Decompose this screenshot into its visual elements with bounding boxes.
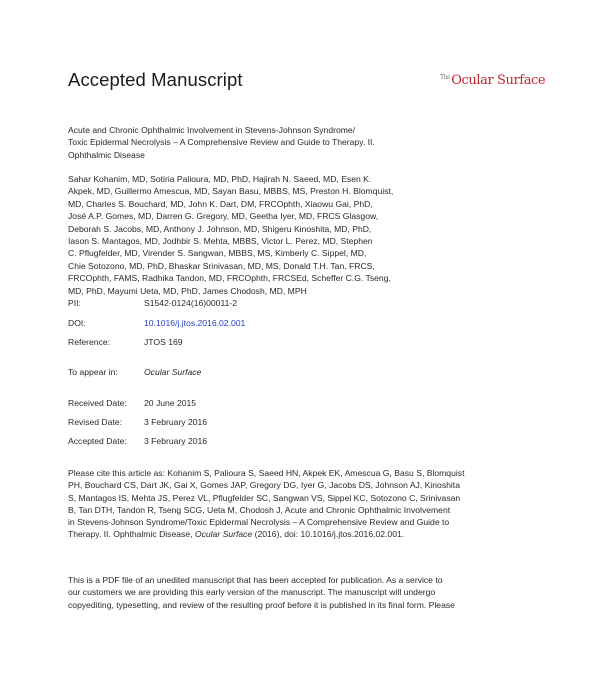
citation-last-end: (2016), doi: 10.1016/j.jtos.2016.02.001. (252, 529, 405, 540)
journal-logo-prefix: The (440, 74, 451, 81)
title-line: Acute and Chronic Ophthalmic Involvement in Stevens-Johnson Syndrome/ (68, 125, 356, 135)
revised-value: 3 February 2016 (144, 417, 208, 427)
received-value: 20 June 2015 (144, 398, 197, 408)
citation-last-start: Therapy. II. Ophthalmic Disease, (68, 529, 195, 540)
citation-block (68, 467, 523, 541)
citation-line: Please cite this article as: Kohanim S, Palioura S, Saeed HN, Akpek EK, Amescua G, Basu S, Blomquist (68, 468, 465, 478)
accepted-label: Accepted Date: (68, 436, 127, 446)
author-line: Akpek, MD, Guillermo Amescua, MD, Sayan Basu, MBBS, MS, Preston H. Blomquist, (68, 186, 394, 197)
appear-label: To appear in: (68, 367, 118, 377)
doi-label: DOI: (68, 318, 86, 328)
citation-line-last (68, 528, 523, 540)
title-line: Toxic Epidermal Necrolysis – A Comprehensive Review and Guide to Therapy. II. (68, 137, 375, 148)
reference-value: JTOS 169 (144, 337, 183, 347)
journal-logo-text: Ocular Surface (451, 73, 546, 88)
author-line: Sahar Kohanim, MD, Sotiria Palioura, MD, PhD, Hajirah N. Saeed, MD, Esen K. (68, 174, 372, 184)
author-line: Iason S. Mantagos, MD, Jodhbir S. Mehta, MBBS, Victor L. Perez, MD, Stephen (68, 236, 373, 247)
citation-journal: Ocular Surface (194, 529, 253, 540)
received-label: Received Date: (68, 398, 127, 408)
citation-line: in Stevens-Johnson Syndrome/Toxic Epidermal Necrolysis – A Comprehensive Review and Guide to (68, 517, 450, 528)
disclaimer-line: our customers we are providing this early version of the manuscript. The manuscript will undergo (68, 587, 436, 598)
disclaimer-line: copyediting, typesetting, and review of the resulting proof before it is published in its final form. Please (68, 599, 455, 610)
doi-link[interactable]: 10.1016/j.jtos.2016.02.001 (144, 318, 246, 328)
disclaimer-line: This is a PDF file of an unedited manuscript that has been accepted for publication. As a service to (68, 575, 443, 585)
title-line: Ophthalmic Disease (68, 149, 145, 160)
author-line: MD, PhD, Mayumi Ueta, MD, PhD, James Chodosh, MD, MPH (68, 285, 307, 296)
citation-line: PH, Bouchard CS, Dart JK, Gai X, Gomes JAP, Gregory DG, Iyer G, Jacobs DS, Johnson AJ, Kinoshita (68, 480, 460, 491)
reference-label: Reference: (68, 337, 111, 347)
pii-label: PII: (68, 298, 81, 308)
author-line: FRCOphth, FAMS, Radhika Tandon, MD, FRCOphth, FRCSEd, Scheffer C.G. Tseng, (68, 273, 391, 284)
author-line: Chie Sotozono, MD, PhD, Bhaskar Srinivasan, MD, MS, Donald T.H. Tan, FRCS, (68, 260, 375, 271)
citation-line: B, Tan DTH, Tandon R, Tseng SCG, Ueta M, Chodosh J, Acute and Chronic Ophthalmic Involvement (68, 504, 451, 515)
author-line: C. Pflugfelder, MD, Virender S. Sangwan, MBBS, MS, Kimberly C. Sippel, MD, (68, 248, 367, 259)
journal-logo (440, 73, 545, 88)
article-title (68, 124, 428, 161)
author-line: José A.P. Gomes, MD, Darren G. Gregory, MD, Geetha Iyer, MD, FRCS Glasgow, (68, 211, 379, 222)
revised-label: Revised Date: (68, 417, 122, 427)
pii-value: S1542-0124(16)00011-2 (144, 298, 238, 308)
author-line: MD, Charles S. Bouchard, MD, John K. Dart, DM, FRCOphth, Xiaowu Gai, PhD, (68, 198, 373, 209)
appear-value: Ocular Surface (144, 367, 202, 377)
citation-line: S, Mantagos IS, Mehta JS, Perez VL, Pflugfelder SC, Sangwan VS, Sippel KC, Sotozono C, Srinivasan (68, 492, 461, 503)
accepted-value: 3 February 2016 (144, 436, 208, 446)
disclaimer-block (68, 574, 523, 611)
author-list (68, 173, 478, 297)
page-heading: Accepted Manuscript (68, 69, 243, 90)
author-line: Deborah S. Jacobs, MD, Anthony J. Johnson, MD, Shigeru Kinoshita, MD, PhD, (68, 223, 372, 234)
